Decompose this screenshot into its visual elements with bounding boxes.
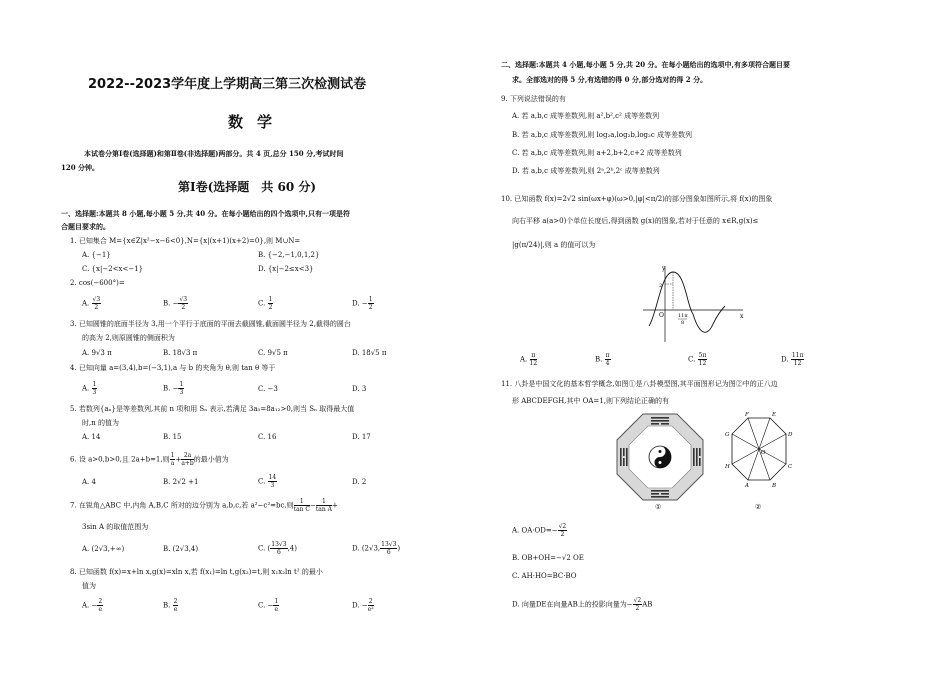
q7-option-a: A. (2√3,+∞) [82, 545, 125, 553]
q9-stem: 9. 下列说法错误的有 [501, 95, 566, 103]
vertex-label-d: D [788, 432, 793, 438]
q8-option-c: C. − $\frac{1}{e}$ [258, 598, 279, 613]
q6-option-d: D. 2 [352, 478, 367, 486]
q10-sine-graph [643, 262, 753, 344]
q1-option-d: D. {x|−2≤x<3} [258, 265, 314, 273]
q2-option-c: C. $\frac{1}{2}$ [258, 296, 273, 311]
q3-line-2: 的高为 2,则原圆锥的侧面积为 [82, 334, 175, 342]
q9-option-c: C. 若 a,b,c 成等差数列,则 a+2,b+2,c+2 成等差数列 [512, 149, 682, 157]
vertex-label-e: E [772, 412, 777, 418]
q7-option-c: C. ( $\frac{13√3}{6}$ ,4) [258, 541, 297, 556]
q2-option-d: D. − $\frac{1}{2}$ [352, 296, 373, 311]
intro-line-2: 120 分钟。 [61, 163, 100, 172]
q9-option-b: B. 若 a,b,c 成等差数列,则 log₂a,log₂b,log₂c 成等差数列 [512, 131, 692, 139]
y-axis-label: y [662, 265, 666, 272]
subject-title: 数学 [228, 113, 287, 131]
q10-option-c: C. $\frac{5\pi}{12}$ [688, 352, 707, 367]
q6-stem: 6. 设 a>0,b>0,且 2a+b=1,则 $\frac{1}{a}$ + $\frac{2a}{a+b}$ 的最小值为 [70, 452, 229, 467]
q4-stem: 4. 已知向量 a=(3,4),b=(−3,1),a 与 b 的夹角为 θ,则 tan θ 等于 [70, 364, 276, 372]
q1-stem: 1. 已知集合 M={x∈Z|x²−x−6<0},N={x|(x+1)(x+2)=0},则 M∪N= [70, 237, 301, 245]
q11-line-1: 11. 八卦是中国文化的基本哲学概念,如图①是八卦模型图,其平面图形记为图②中的正八边 [501, 380, 778, 388]
q5-option-b: B. 15 [163, 433, 182, 441]
q5-option-c: C. 16 [258, 433, 277, 441]
q6-option-b: B. 2√2 +1 [163, 478, 199, 486]
exam-title: 2022--2023学年度上学期高三第三次检测试卷 [88, 77, 367, 92]
y-tick-label: 2 [659, 283, 663, 289]
q3-option-a: A. 9√3 π [82, 349, 112, 357]
q2-option-a: A. $\frac{√3}{2}$ [82, 296, 101, 311]
figure-2-label: ② [755, 503, 762, 511]
q3-line-1: 3. 已知圆锥的底面半径为 3,用一个平行于底面的平面去截圆锥,截面圆半径为 2,截得的圆台 [70, 320, 351, 328]
q10-option-b: B. $\frac{\pi}{4}$ [595, 352, 610, 367]
section-two-line-2: 求。全部选对的得 5 分,有选错的得 0 分,部分选对的得 2 分。 [512, 75, 708, 84]
octagon-figure [720, 410, 796, 502]
sine-curve [649, 272, 725, 332]
q7-line-1: 7. 在锐角△ABC 中,内角 A,B,C 所对的边分别为 a,b,c,若 a²−c²=bc,则 $\frac{1}{\text{tan C}}$ − $\frac{1}{\text{tan A}}$ + [70, 498, 338, 513]
origin-label: O [659, 312, 664, 319]
q11-option-a: A. OA·OD=− $\frac{√2}{2}$ [512, 523, 567, 538]
q5-option-a: A. 14 [82, 433, 101, 441]
x-tick-label: 11π [678, 313, 688, 319]
vertex-label-a: A [745, 483, 749, 489]
q10-option-d: D. $\frac{11\pi}{12}$ [781, 352, 804, 367]
q3-option-d: D. 18√5 π [352, 349, 387, 357]
q8-option-b: B. $\frac{2}{e}$ [163, 598, 178, 613]
section-two-line-1: 二、选择题:本题共 4 小题,每小题 5 分,共 20 分。在每小题给出的选项中,有多项符合题目要 [501, 60, 790, 69]
vertex-label-g: G [725, 432, 730, 438]
vertex-label-b: B [772, 483, 777, 489]
q9-option-d: D. 若 a,b,c 成等差数列,则 2ᵃ,2ᵇ,2ᶜ 成等差数列 [512, 167, 660, 175]
q11-option-d: D. 向量DE在向量AB上的投影向量为− $\frac{√2}{2}$ AB [512, 597, 653, 612]
x-tick-denominator: 8 [681, 320, 685, 326]
q5-line-1: 5. 若数列{aₙ}是等差数列,其前 n 项和用 Sₙ 表示,若满足 3a₅=8a₁₂>0,则当 Sₙ 取得最大值 [70, 405, 355, 413]
q1-option-b: B. {−2,−1,0,1,2} [258, 251, 320, 259]
q10-line-1: 10. 已知函数 f(x)=2√2 sin(ωx+φ)(ω>0,|φ|<π/2)的部分图象如图所示,将 f(x)的图象 [501, 195, 773, 203]
section-one-line-1: 一、选择题:本题共 8 小题,每小题 5 分,共 40 分。在每小题给出的四个选项中,只有一项是符 [61, 209, 350, 218]
q7-line-2: 3sin A 的取值范围为 [82, 523, 149, 531]
q8-option-d: D. − $\frac{2}{\text{e²}}$ [352, 598, 374, 613]
q1-option-a: A. {−1} [82, 251, 111, 259]
q3-option-b: B. 18√3 π [163, 349, 198, 357]
q8-line-1: 8. 已知函数 f(x)=x+ln x,g(x)=xln x,若 f(x₁)=ln t,g(x₂)=t,则 x₁x₂ln t² 的最小 [70, 568, 323, 576]
q4-option-d: D. 3 [352, 385, 367, 393]
q7-option-d: D. (2√3, $\frac{13√3}{6}$ ) [352, 541, 401, 556]
q8-option-a: A. − $\frac{2}{e}$ [82, 598, 103, 613]
bagua-figure [615, 412, 705, 502]
x-axis-label: x [740, 313, 744, 320]
q2-option-b: B. − $\frac{√3}{2}$ [163, 296, 188, 311]
q4-option-a: A. $\frac{1}{3}$ [82, 381, 97, 396]
q5-option-d: D. 17 [352, 433, 371, 441]
octagon-radii [732, 418, 786, 480]
intro-line-1: 本试卷分第Ⅰ卷(选择题)和第Ⅱ卷(非选择题)两部分。共 4 页,总分 150 分,考试时间 [84, 149, 344, 158]
vertex-label-f: F [745, 412, 749, 418]
vertex-label-h: H [725, 464, 730, 470]
section-one-line-2: 合题目要求的。 [61, 222, 110, 231]
q3-option-c: C. 9√5 π [258, 349, 288, 357]
q10-line-2: 向右平移 a(a>0)个单位长度后,得到函数 g(x)的图象,若对于任意的 x∈R,g(x)≤ [512, 217, 759, 225]
q11-option-b: B. OB+OH=−√2 OE [512, 554, 584, 562]
q7-option-b: B. (2√3,4) [163, 545, 199, 553]
q9-option-a: A. 若 a,b,c 成等差数列,则 a²,b²,c² 成等差数列 [512, 112, 660, 120]
figure-1-label: ① [655, 503, 662, 511]
taiji-dot [659, 461, 662, 464]
q6-option-c: C. $\frac{14}{3}$ [258, 474, 277, 489]
q10-option-a: A. $\frac{\pi}{12}$ [520, 352, 538, 367]
part-one-heading: 第Ⅰ卷(选择题 共 60 分) [178, 180, 317, 194]
taiji-dot [659, 450, 662, 453]
q4-option-b: B. − $\frac{1}{3}$ [163, 381, 184, 396]
q6-option-a: A. 4 [82, 478, 96, 486]
center-label-o: O [761, 450, 766, 456]
q8-line-2: 值为 [82, 582, 96, 590]
q11-option-c: C. AH·HO=BC·BO [512, 572, 577, 580]
q4-option-c: C. −3 [258, 385, 278, 393]
q1-option-c: C. {x|−2<x<−1} [82, 265, 144, 273]
q10-line-3: |g(π/24)|,则 a 的值可以为 [512, 241, 596, 249]
q11-line-2: 形 ABCDEFGH,其中 OA=1,则下列结论正确的有 [512, 397, 669, 405]
q2-stem: 2. cos(−600°)= [70, 279, 125, 287]
vertex-label-c: C [788, 464, 793, 470]
q5-line-2: 时,n 的值为 [82, 419, 119, 427]
